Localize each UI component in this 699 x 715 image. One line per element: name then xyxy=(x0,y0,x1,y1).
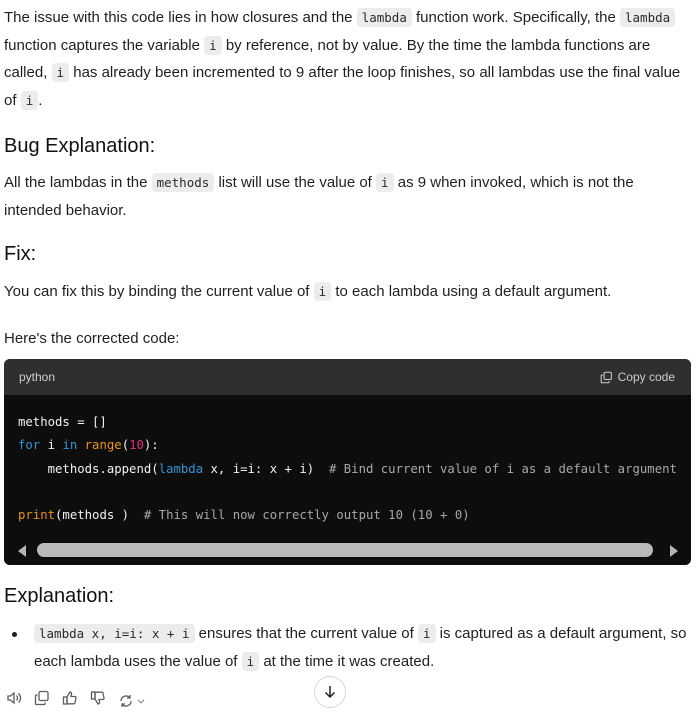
paragraph-bug xyxy=(4,169,694,224)
copy-message-button[interactable] xyxy=(34,690,50,711)
paragraph-intro xyxy=(4,4,694,114)
regenerate-button[interactable] xyxy=(118,693,146,709)
horizontal-scrollbar[interactable] xyxy=(4,537,691,565)
builtin: range xyxy=(84,438,122,453)
code-line: methods = [] xyxy=(18,415,107,429)
list-item xyxy=(4,620,694,675)
comment: # This will now correctly output 10 (10 + 0) xyxy=(143,508,470,523)
thumbs-up-button[interactable] xyxy=(62,690,78,711)
scroll-to-bottom-button[interactable] xyxy=(314,676,346,708)
inline-code: i xyxy=(314,282,332,301)
builtin: print xyxy=(18,508,56,523)
number: 10 xyxy=(129,438,144,453)
copy-code-label: Copy code xyxy=(617,370,675,384)
inline-code: i xyxy=(21,91,39,110)
code-block-header xyxy=(4,359,691,395)
inline-code: i xyxy=(376,173,394,192)
text: function captures the variable xyxy=(4,36,205,54)
code-token: ( xyxy=(121,438,130,453)
code-block xyxy=(4,359,691,565)
bullet-text xyxy=(34,620,694,675)
text: by reference, not by value. By the time the lambda functions are called, xyxy=(4,36,651,81)
read-aloud-button[interactable] xyxy=(6,690,22,711)
text: function work. Specifically, the xyxy=(411,9,620,26)
heading-bug-explanation: Bug Explanation: xyxy=(4,135,156,157)
code-token: i xyxy=(40,438,63,453)
text: as 9 when invoked, which is not the intended behavior. xyxy=(4,174,634,219)
text: The issue with this code lies in how closures and the xyxy=(4,9,357,26)
inline-code: lambda xyxy=(620,8,675,27)
text: is captured as a default argument, so each lambda uses the value of xyxy=(34,625,687,670)
inline-code: i xyxy=(418,624,436,643)
text: You can fix this by binding the current value of xyxy=(4,283,314,300)
text: to each lambda using a default argument. xyxy=(331,283,612,300)
text: All the lambdas in the xyxy=(4,174,152,191)
inline-code: i xyxy=(204,36,222,55)
thumbs-down-icon xyxy=(90,690,106,706)
comment: # Bind current value of i as a default argument xyxy=(328,461,677,476)
code-token: ): xyxy=(143,438,159,453)
inline-code: i xyxy=(52,63,70,82)
text: list will use the value of xyxy=(214,174,377,191)
copy-code-button[interactable] xyxy=(600,370,675,384)
text: at the time it was created. xyxy=(259,652,435,670)
scrollbar-thumb[interactable] xyxy=(37,543,653,557)
code-token: x, i=i: x + i) xyxy=(203,461,329,476)
thumbs-down-button[interactable] xyxy=(90,690,106,711)
text: ensures that the current value of xyxy=(194,625,418,642)
bullet-dot xyxy=(12,632,17,637)
code-line xyxy=(18,462,677,476)
read-aloud-icon xyxy=(6,690,22,706)
regenerate-icon xyxy=(118,693,134,709)
chevron-down-icon xyxy=(136,696,146,706)
text: . xyxy=(38,91,43,109)
paragraph-corrected-code: Here's the corrected code: xyxy=(4,330,180,347)
inline-code: methods xyxy=(152,173,215,192)
inline-code: lambda x, i=i: x + i xyxy=(34,624,195,643)
text: has already been incremented to 9 after the loop finishes, so all lambdas use the final value of xyxy=(4,64,681,109)
code-content xyxy=(4,395,691,527)
inline-code: i xyxy=(242,652,260,671)
arrow-down-icon xyxy=(322,684,338,700)
code-token xyxy=(77,438,84,452)
keyword: in xyxy=(62,438,78,453)
code-token: (methods ) xyxy=(55,508,144,523)
thumbs-up-icon xyxy=(62,690,78,706)
code-token: methods.append( xyxy=(18,461,159,476)
heading-explanation: Explanation: xyxy=(4,585,115,607)
copy-icon xyxy=(34,690,50,706)
heading-fix: Fix: xyxy=(4,243,37,265)
code-language-label: python xyxy=(19,370,56,384)
keyword: for xyxy=(18,438,41,453)
code-line xyxy=(18,438,159,452)
message-actions xyxy=(6,690,146,711)
keyword: lambda xyxy=(158,461,204,476)
inline-code: lambda xyxy=(357,8,412,27)
paragraph-fix xyxy=(4,278,611,306)
scroll-right-arrow-icon[interactable] xyxy=(670,545,678,557)
copy-icon xyxy=(600,371,613,384)
scroll-left-arrow-icon[interactable] xyxy=(18,545,26,557)
code-line xyxy=(18,508,470,522)
